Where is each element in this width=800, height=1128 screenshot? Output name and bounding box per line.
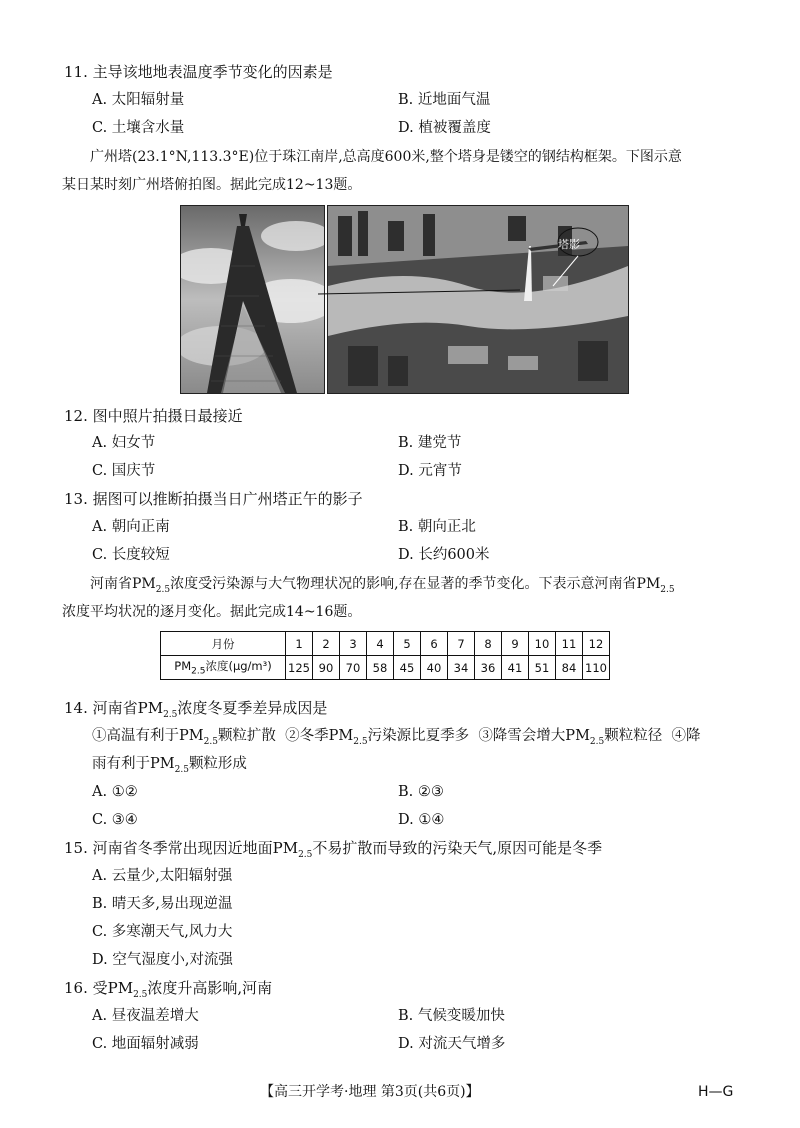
table-cell-value: 41 (502, 656, 529, 680)
q13-stem: 13. 据图可以推断拍摄当日广州塔正午的影子 (64, 490, 363, 508)
paper-code: H—G (698, 1084, 734, 1100)
q12-option-b: B. 建党节 (398, 435, 462, 451)
table-header-pm: $PM_{2.5}$浓度(μg/m³) (161, 656, 286, 680)
q13-option-c: C. 长度较短 (92, 547, 170, 563)
table-cell-value: 51 (529, 656, 556, 680)
q15-option-a: A. 云量少,太阳辐射强 (92, 868, 233, 884)
table-header-month: 月份 (161, 632, 286, 656)
table-cell-month: 12 (583, 632, 610, 656)
table-cell-month: 5 (394, 632, 421, 656)
table-row-months (161, 632, 610, 656)
q14-option-d: D. ①④ (398, 812, 445, 828)
passage-pm-line1: 河南省$PM_{2.5}$浓度受污染源与大气物理状况的影响,存在显著的季节变化。下表示意河南省$PM_{2.5}$ (90, 576, 675, 595)
q14-option-b: B. ②③ (398, 784, 444, 800)
table-cell-month: 2 (313, 632, 340, 656)
table-cell-month: 3 (340, 632, 367, 656)
tower-shadow-label: 塔影 (558, 238, 580, 251)
table-cell-month: 4 (367, 632, 394, 656)
q13-option-a: A. 朝向正南 (92, 519, 170, 535)
table-cell-value: 70 (340, 656, 367, 680)
passage-tower-line1: 广州塔(23.1°N,113.3°E)位于珠江南岸,总高度600米,整个塔身是镂空的钢结构框架。下图示意 (90, 149, 682, 165)
table-cell-month: 11 (556, 632, 583, 656)
pm-monthly-table (160, 631, 610, 680)
passage-pm-line2: 浓度平均状况的逐月变化。据此完成14~16题。 (62, 604, 362, 620)
q11-option-b: B. 近地面气温 (398, 92, 491, 108)
table-cell-value: 84 (556, 656, 583, 680)
q15-option-c: C. 多寒潮天气,风力大 (92, 924, 233, 940)
table-cell-month: 8 (475, 632, 502, 656)
q11-stem: 11. 主导该地地表温度季节变化的因素是 (64, 63, 333, 81)
q12-option-d: D. 元宵节 (398, 463, 462, 479)
q16-option-a: A. 昼夜温差增大 (92, 1008, 199, 1024)
table-cell-value: 36 (475, 656, 502, 680)
table-cell-month: 9 (502, 632, 529, 656)
q15-option-b: B. 晴天多,易出现逆温 (92, 896, 233, 912)
table-cell-month: 10 (529, 632, 556, 656)
q16-option-c: C. 地面辐射减弱 (92, 1036, 199, 1052)
q11-option-a: A. 太阳辐射量 (92, 92, 185, 108)
q15-stem: 15. 河南省冬季常出现因近地面$PM_{2.5}$不易扩散而导致的污染天气,原因可能是冬季 (64, 839, 603, 860)
table-cell-value: 34 (448, 656, 475, 680)
table-cell-value: 40 (421, 656, 448, 680)
table-cell-value: 45 (394, 656, 421, 680)
q14-stem: 14. 河南省$PM_{2.5}$浓度冬夏季差异成因是 (64, 699, 328, 720)
q12-stem: 12. 图中照片拍摄日最接近 (64, 407, 243, 425)
q16-option-d: D. 对流天气增多 (398, 1036, 506, 1052)
table-cell-month: 1 (286, 632, 313, 656)
q12-option-c: C. 国庆节 (92, 463, 156, 479)
table-cell-value: 90 (313, 656, 340, 680)
table-cell-value: 110 (583, 656, 610, 680)
q11-option-d: D. 植被覆盖度 (398, 120, 491, 136)
q13-option-b: B. 朝向正北 (398, 519, 476, 535)
passage-tower-line2: 某日某时刻广州塔俯拍图。据此完成12~13题。 (62, 177, 362, 193)
q14-statements-line1: ①高温有利于$PM_{2.5}$颗粒扩散 ②冬季$PM_{2.5}$污染源比夏季多 ③降雪会增大$PM_{2.5}$颗粒粒径 ④降 (92, 728, 701, 747)
q13-option-d: D. 长约600米 (398, 547, 490, 563)
table-cell-value: 125 (286, 656, 313, 680)
table-cell-value: 58 (367, 656, 394, 680)
page-footer: 【高三开学考·地理 第3页(共6页)】 (260, 1084, 480, 1100)
table-cell-month: 6 (421, 632, 448, 656)
q15-option-d: D. 空气湿度小,对流强 (92, 952, 233, 968)
table-row-values (161, 656, 610, 680)
q14-statements-line2: 雨有利于$PM_{2.5}$颗粒形成 (92, 756, 247, 775)
q11-option-c: C. 土壤含水量 (92, 120, 185, 136)
q14-option-a: A. ①② (92, 784, 138, 800)
table-cell-month: 7 (448, 632, 475, 656)
q16-option-b: B. 气候变暖加快 (398, 1008, 505, 1024)
q14-option-c: C. ③④ (92, 812, 138, 828)
q12-option-a: A. 妇女节 (92, 435, 156, 451)
q16-stem: 16. 受$PM_{2.5}$浓度升高影响,河南 (64, 979, 273, 1000)
